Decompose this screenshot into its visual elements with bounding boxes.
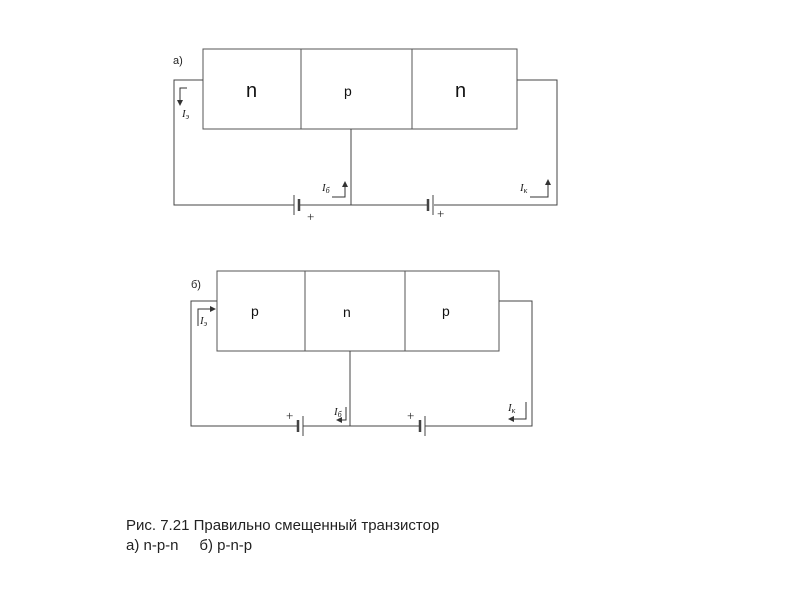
diagram-b-region-base-label: n xyxy=(343,304,351,320)
diagram-b-region-collector-label: p xyxy=(442,303,450,319)
diagram-a-emitter-current-arrow xyxy=(177,88,187,106)
figure-caption xyxy=(126,516,439,556)
diagram-b-collector-current-label: Iк xyxy=(508,402,516,415)
diagram-b-battery-right-sign: + xyxy=(407,408,415,423)
diagram-b xyxy=(191,271,532,436)
diagram-b-battery-left-sign: + xyxy=(286,408,294,423)
diagram-a-collector-current-label: Iк xyxy=(520,182,528,195)
diagram-a-region-collector-label: n xyxy=(455,80,467,102)
diagram-a-region-emitter-label: n xyxy=(246,80,258,102)
diagram-a xyxy=(173,49,557,224)
diagram-b-base-current-label: Iб xyxy=(334,406,342,419)
diagram-b-panel-label: б) xyxy=(191,279,201,291)
diagram-a-battery-left-sign: + xyxy=(307,209,315,224)
figure-caption-subtitle: а) n-p-n б) p-n-p xyxy=(126,537,253,554)
diagram-b-region-base xyxy=(305,271,405,351)
diagram-b-region-collector xyxy=(405,271,499,351)
diagram-a-emitter-current-label: Iэ xyxy=(182,108,190,121)
figure-caption-title: Рис. 7.21 Правильно смещенный транзистор xyxy=(126,517,440,534)
diagram-b-region-emitter xyxy=(217,271,305,351)
diagram-a-collector-current-arrow xyxy=(530,179,551,197)
diagram-a-battery-left xyxy=(294,195,299,215)
diagram-a-base-current-label: Iб xyxy=(322,182,330,195)
diagram-a-battery-right xyxy=(428,195,433,215)
diagram-a-region-base xyxy=(301,49,412,129)
diagram-a-region-base-label: p xyxy=(344,83,352,99)
diagram-a-battery-right-sign: + xyxy=(437,206,445,221)
diagram-a-base-current-arrow xyxy=(332,181,348,197)
diagram-a-panel-label: а) xyxy=(173,55,183,67)
diagram-b-battery-right xyxy=(420,416,425,436)
diagram-b-region-emitter-label: p xyxy=(251,303,259,319)
diagram-b-battery-left xyxy=(298,416,303,436)
diagram-b-emitter-current-label: Iэ xyxy=(200,315,208,328)
